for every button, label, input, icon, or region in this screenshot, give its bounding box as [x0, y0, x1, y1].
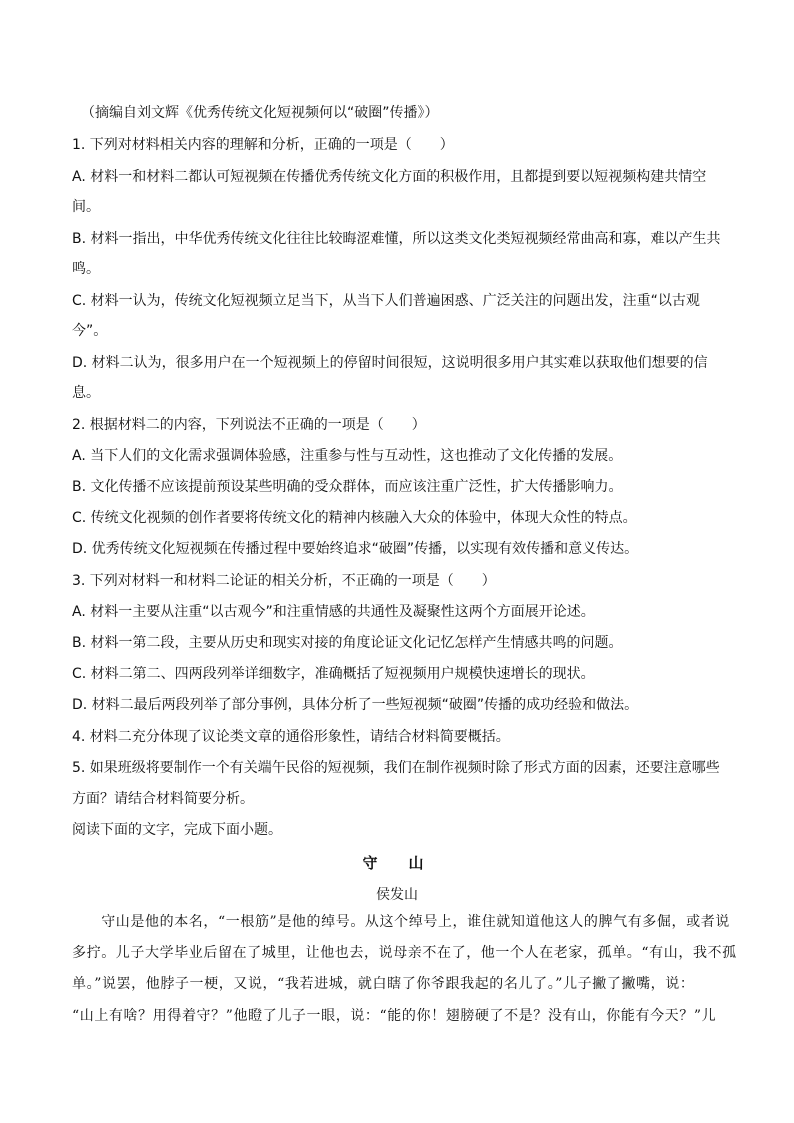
- source-note: （摘编自刘文辉《优秀传统文化短视频何以“破圈”传播》）: [81, 105, 439, 121]
- story-line: 单。”说罢，他脖子一梗，又说，“我若进城，就白瞎了你爷跟我起的名儿了。”儿子撇了撇嘴，说：: [72, 976, 695, 992]
- question-2-option-d: D. 优秀传统文化短视频在传播过程中要始终追求“破圈”传播，以实现有效传播和意义传达。: [72, 541, 639, 557]
- question-1-option-a: A. 材料一和材料二都认可短视频在传播优秀传统文化方面的积极作用，且都提到要以短视频构建共情空: [72, 169, 707, 185]
- question-2-stem: 2. 根据材料二的内容，下列说法不正确的一项是（ ）: [72, 417, 426, 433]
- question-1-option-c-cont: 今”。: [72, 323, 108, 339]
- question-2-option-c: C. 传统文化视频的创作者要将传统文化的精神内核融入大众的体验中，体现大众性的特点。: [72, 510, 637, 526]
- question-1-option-c: C. 材料一认为，传统文化短视频立足当下，从当下人们普遍困惑、广泛关注的问题出发，注重“以古观: [72, 293, 700, 309]
- question-3-option-b: B. 材料一第二段，主要从历史和现实对接的角度论证文化记忆怎样产生情感共鸣的问题。: [72, 635, 623, 651]
- question-1-option-b: B. 材料一指出，中华优秀传统文化往往比较晦涩难懂，所以这类文化类短视频经常曲高和寡，难以产生共: [72, 231, 721, 247]
- question-3-stem: 3. 下列对材料一和材料二论证的相关分析，不正确的一项是（ ）: [72, 573, 496, 589]
- question-1-option-d-cont: 息。: [72, 385, 100, 401]
- reading-instruction: 阅读下面的文字，完成下面小题。: [72, 822, 282, 838]
- question-3-option-a: A. 材料一主要从注重“以古观今”和注重情感的共通性及凝聚性这两个方面展开论述。: [72, 604, 595, 620]
- question-1-option-a-cont: 间。: [72, 199, 100, 215]
- question-1-option-d: D. 材料二认为，很多用户在一个短视频上的停留时间很短，这说明很多用户其实难以获取他们想要的信: [72, 355, 708, 371]
- story-line: 多拧。儿子大学毕业后留在了城里，让他也去，说母亲不在了，他一个人在老家，孤单。“有山，我不孤: [72, 945, 737, 961]
- question-4-stem: 4. 材料二充分体现了议论类文章的通俗形象性，请结合材料简要概括。: [72, 729, 510, 745]
- story-title: 守 山: [362, 854, 432, 872]
- question-2-option-b: B. 文化传播不应该提前预设某些明确的受众群体，而应该注重广泛性，扩大传播影响力。: [72, 479, 623, 495]
- question-5-stem: 5. 如果班级将要制作一个有关端午民俗的短视频，我们在制作视频时除了形式方面的因素，还要注意哪些: [72, 760, 720, 776]
- question-3-option-c: C. 材料二第二、四两段列举详细数字，准确概括了短视频用户规模快速增长的现状。: [72, 666, 595, 682]
- story-line: 守山是他的本名，“一根筋”是他的绰号。从这个绰号上，谁住就知道他这人的脾气有多倔，或者说: [72, 914, 730, 930]
- question-1-option-b-cont: 鸣。: [72, 261, 100, 277]
- question-5-stem-cont: 方面？请结合材料简要分析。: [72, 791, 254, 807]
- question-3-option-d: D. 材料二最后两段列举了部分事例，具体分析了一些短视频“破圈”传播的成功经验和做法。: [72, 697, 639, 713]
- question-2-option-a: A. 当下人们的文化需求强调体验感，注重参与性与互动性，这也推动了文化传播的发展。: [72, 448, 623, 464]
- story-line: “山上有啥？用得着守？”他瞪了儿子一眼，说：“能的你！翅膀硬了不是？没有山，你能有今天？”儿: [72, 1008, 717, 1024]
- story-author: 侯发山: [376, 887, 418, 903]
- question-1-stem: 1. 下列对材料相关内容的理解和分析，正确的一项是（ ）: [72, 137, 454, 153]
